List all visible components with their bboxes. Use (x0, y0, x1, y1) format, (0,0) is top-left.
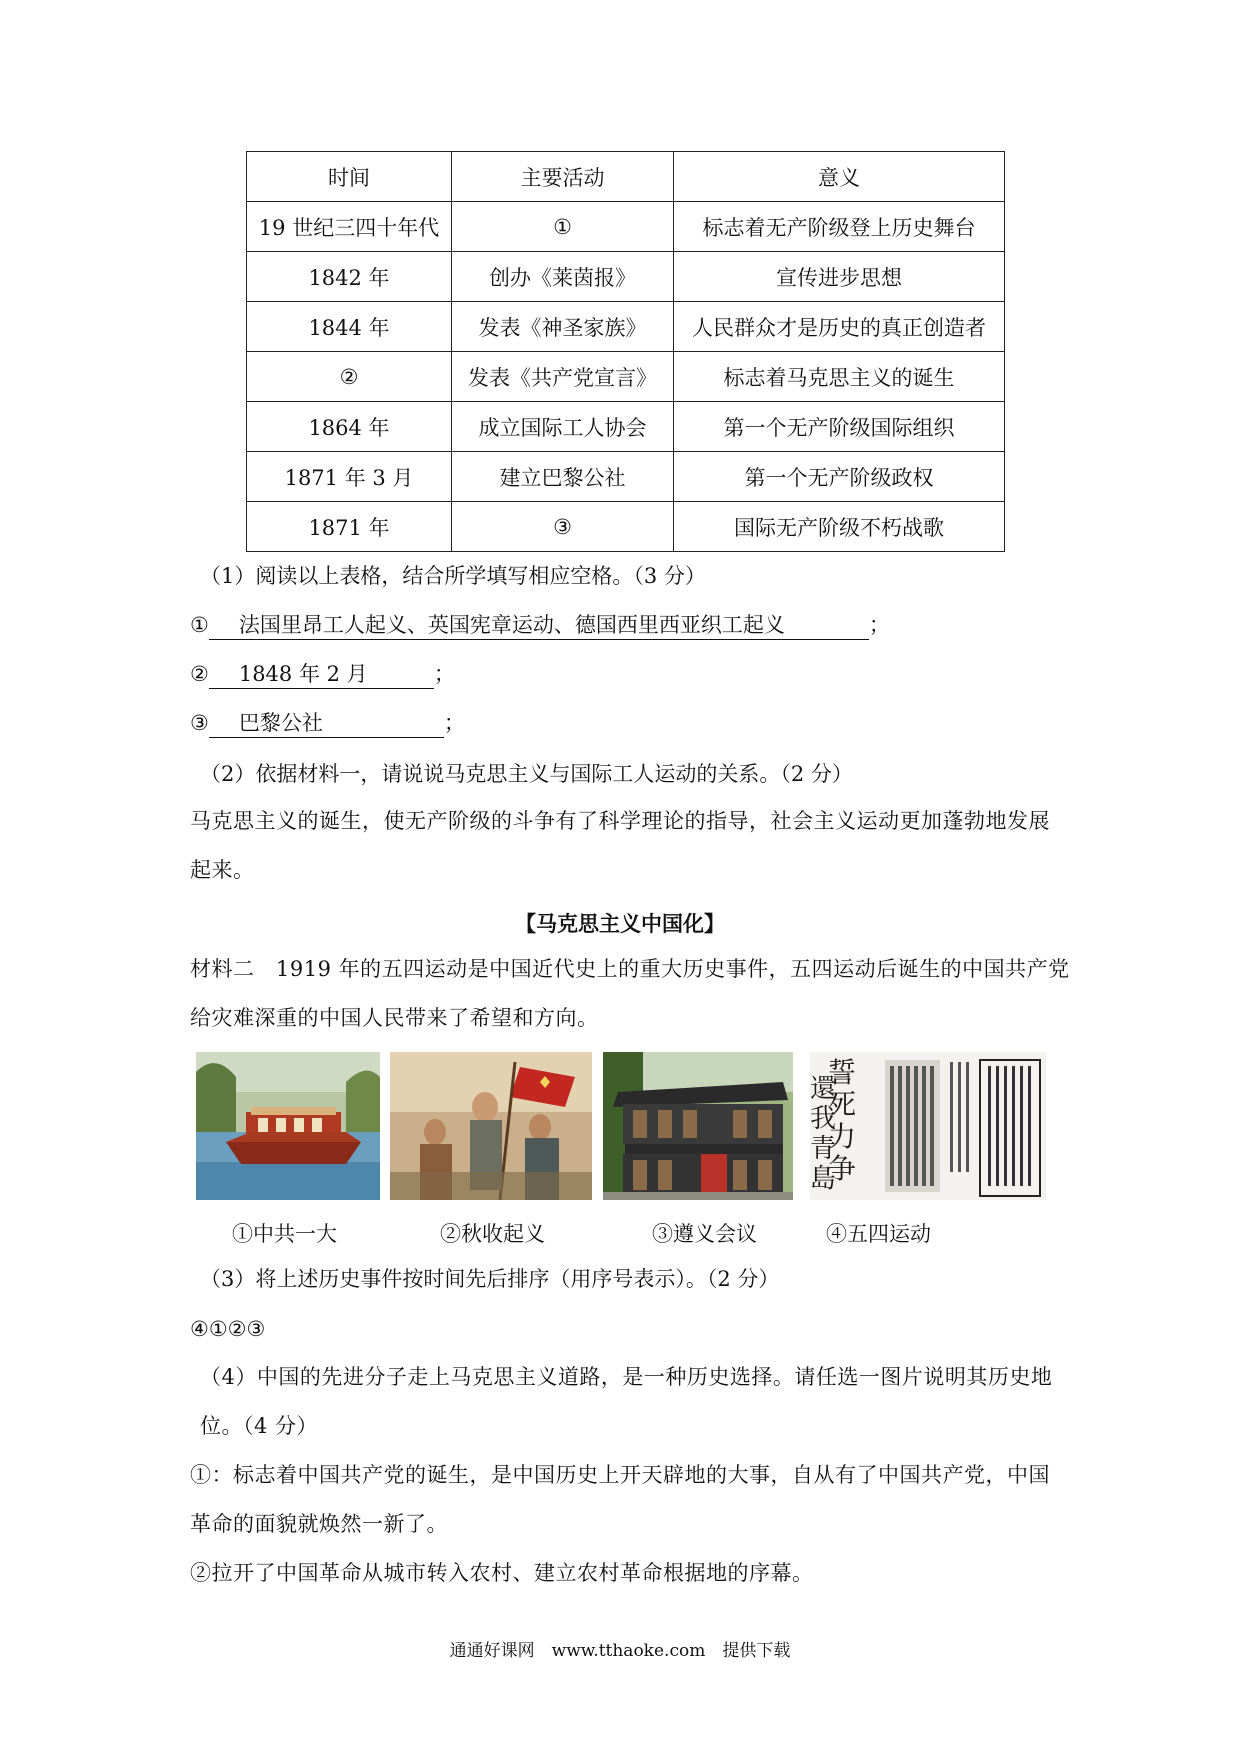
table-row (247, 402, 1005, 452)
table-cell: 成立国际工人协会 (452, 402, 674, 452)
table-cell: 发表《神圣家族》 (452, 302, 674, 352)
table-cell: 19 世纪三四十年代 (247, 202, 452, 252)
caption-may-fourth: ④五四运动 (826, 1222, 931, 1246)
q3-answer: ④①②③ (190, 1317, 266, 1341)
svg-text:死: 死 (828, 1088, 857, 1121)
answer-blank: 1848 年 2 月 (209, 660, 434, 689)
table-cell: 人民群众才是历史的真正创造者 (674, 302, 1005, 352)
table-cell: 创办《莱茵报》 (452, 252, 674, 302)
q3-prompt: （3）将上述历史事件按时间先后排序（用序号表示）。（2 分） (200, 1267, 780, 1291)
may-fourth-newspaper-image (810, 1052, 1046, 1200)
header-cell: 主要活动 (452, 152, 674, 202)
history-table (246, 151, 1005, 552)
table-cell: ① (452, 202, 674, 252)
autumn-uprising-painting (390, 1052, 592, 1200)
q4-answer-2: ②拉开了中国革命从城市转入农村、建立农村革命根据地的序幕。 (190, 1561, 814, 1585)
svg-text:力: 力 (828, 1120, 857, 1153)
table-cell: 建立巴黎公社 (452, 452, 674, 502)
q1-answer-1 (190, 611, 890, 640)
svg-text:還: 還 (810, 1074, 837, 1104)
q1-answer-3 (190, 709, 465, 738)
q2-prompt: （2）依据材料一，请说说马克思主义与国际工人运动的关系。（2 分） (200, 762, 853, 786)
table-cell: ③ (452, 502, 674, 552)
q4-prompt: （4）中国的先进分子走上马克思主义道路，是一种历史选择。请任选一图片说明其历史地位。（4 分） (200, 1365, 1053, 1438)
answer-blank: 法国里昂工人起义、英国宪章运动、德国西里西亚织工起义 (209, 611, 869, 640)
table-header-row (247, 152, 1005, 202)
caption-autumn-uprising: ②秋收起义 (440, 1222, 545, 1246)
answer-end: ； (443, 711, 465, 735)
answer-mark: ③ (190, 711, 209, 735)
answer-mark: ① (190, 613, 209, 637)
answer-end: ； (433, 662, 455, 686)
red-boat-image (196, 1052, 380, 1200)
table-cell: 1871 年 (247, 502, 452, 552)
table-cell: 1864 年 (247, 402, 452, 452)
table-cell: 发表《共产党宣言》 (452, 352, 674, 402)
table-cell: 标志着马克思主义的诞生 (674, 352, 1005, 402)
caption-zunyi-meeting: ③遵义会议 (652, 1222, 757, 1246)
table-cell: 第一个无产阶级政权 (674, 452, 1005, 502)
page-footer: 通通好课网 www.tthaoke.com 提供下载 (449, 1641, 791, 1661)
header-cell: 意义 (674, 152, 1005, 202)
picture-row (0, 1052, 1240, 1202)
table-cell: ② (247, 352, 452, 402)
table-row (247, 302, 1005, 352)
svg-text:青: 青 (810, 1134, 837, 1164)
answer-mark: ② (190, 662, 209, 686)
q1-prompt: （1）阅读以上表格，结合所学填写相应空格。（3 分） (200, 564, 706, 588)
table-cell: 1844 年 (247, 302, 452, 352)
answer-blank: 巴黎公社 (209, 709, 444, 738)
material-two: 材料二 1919 年的五四运动是中国近代史上的重大历史事件，五四运动后诞生的中国共产党给灾难深重的中国人民带来了希望和方向。 (190, 957, 1070, 1030)
caption-first-congress: ①中共一大 (232, 1222, 337, 1246)
section-heading: 【马克思主义中国化】 (515, 911, 725, 936)
table-cell: 国际无产阶级不朽战歌 (674, 502, 1005, 552)
table-cell: 1871 年 3 月 (247, 452, 452, 502)
table-cell: 第一个无产阶级国际组织 (674, 402, 1005, 452)
q4-answer-1: ①：标志着中国共产党的诞生，是中国历史上开天辟地的大事，自从有了中国共产党，中国革命的面貌就焕然一新了。 (190, 1463, 1050, 1536)
table-row (247, 202, 1005, 252)
zunyi-building-image (603, 1052, 793, 1200)
table-cell: 标志着无产阶级登上历史舞台 (674, 202, 1005, 252)
header-cell: 时间 (247, 152, 452, 202)
q1-answer-2 (190, 660, 455, 689)
answer-end: ； (868, 613, 890, 637)
q2-answer: 马克思主义的诞生，使无产阶级的斗争有了科学理论的指导，社会主义运动更加蓬勃地发展起来。 (190, 809, 1050, 882)
svg-text:争: 争 (828, 1152, 857, 1185)
table-row (247, 252, 1005, 302)
svg-text:誓: 誓 (828, 1056, 857, 1089)
table-row (247, 452, 1005, 502)
table-cell: 宣传进步思想 (674, 252, 1005, 302)
table-row (247, 502, 1005, 552)
svg-text:島: 島 (810, 1164, 837, 1194)
svg-text:我: 我 (810, 1104, 837, 1134)
table-row (247, 352, 1005, 402)
table-cell: 1842 年 (247, 252, 452, 302)
